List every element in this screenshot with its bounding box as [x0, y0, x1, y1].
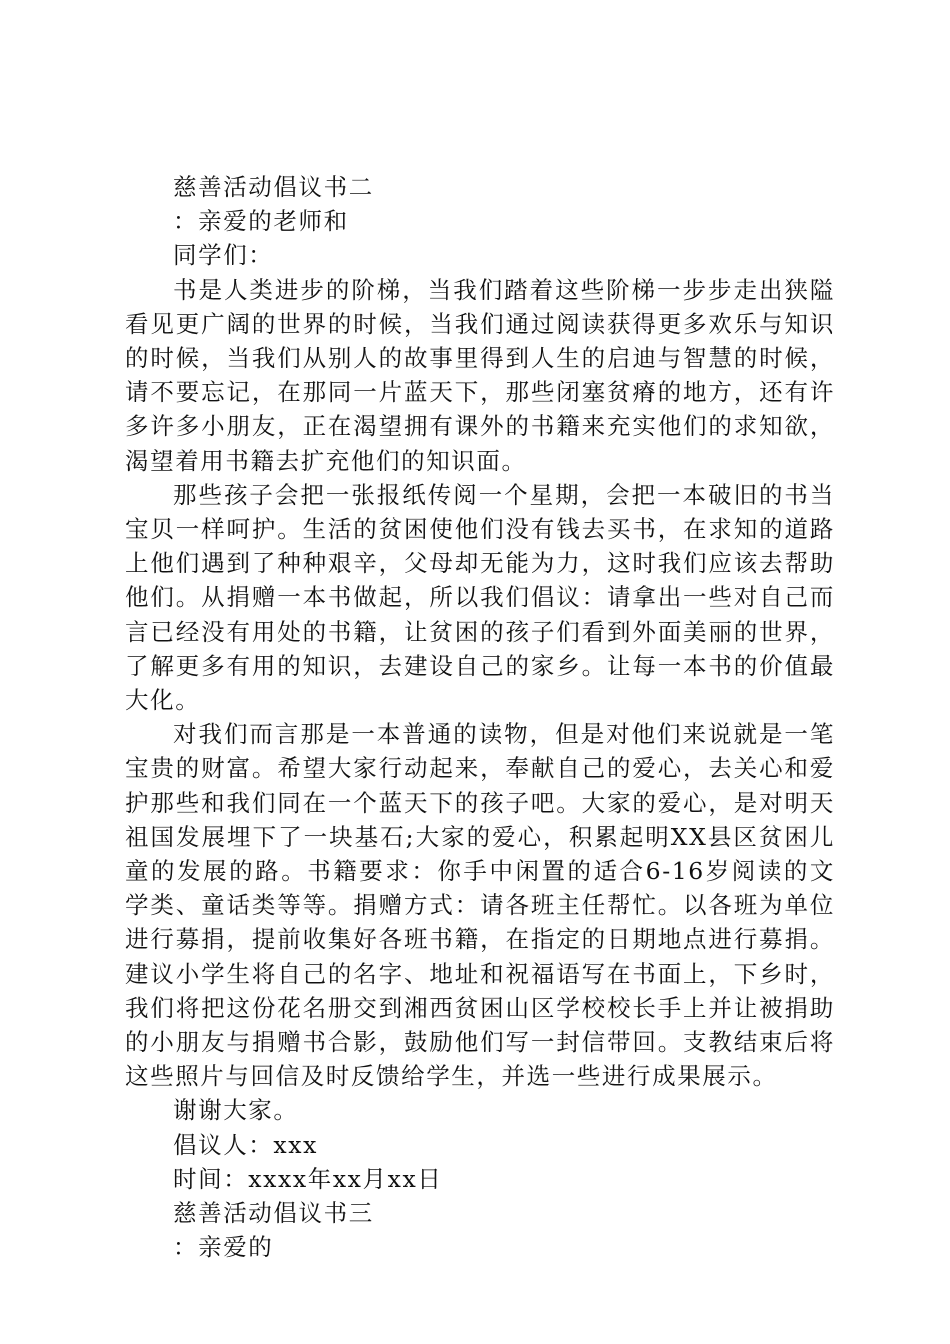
next-salutation: ：亲爱的	[173, 1233, 274, 1262]
paragraph-1: 书是人类进步的阶梯，当我们踏着这些阶梯一步步走出狭隘看见更广阔的世界的时候，当我们通过阅读获得更多欢乐与知识的时候，当我们从别人的故事里得到人生的启迪与智慧的时候，请不要忘记，在那同一片蓝天下，那些闭塞贫瘠的地方，还有许多许多小朋友，正在渴望拥有课外的书籍来充实他们的求知欲，渴望着用书籍去扩充他们的知识面。	[125, 275, 835, 475]
section-title: 慈善活动倡议书二	[173, 173, 374, 201]
date-line: 时间：xxxx年xx月xx日	[173, 1164, 443, 1193]
salutation-line-2: 同学们：	[173, 241, 274, 270]
salutation-line-1: ：亲爱的老师和	[173, 207, 349, 236]
document-body	[125, 170, 835, 1265]
thanks-line: 谢谢大家。	[173, 1096, 299, 1125]
proposer-line: 倡议人：xxx	[173, 1130, 318, 1159]
paragraph-2: 那些孩子会把一张报纸传阅一个星期，会把一本破旧的书当宝贝一样呵护。生活的贫困使他们没有钱去买书，在求知的道路上他们遇到了种种艰辛，父母却无能为力，这时我们应该去帮助他们。从捐赠一本书做起，所以我们倡议：请拿出一些对自己而言已经没有用处的书籍，让贫困的孩子们看到外面美丽的世界，了解更多有用的知识，去建设自己的家乡。让每一本书的价值最大化。	[125, 480, 835, 715]
paragraph-3: 对我们而言那是一本普通的读物，但是对他们来说就是一笔宝贵的财富。希望大家行动起来，奉献自己的爱心，去关心和爱护那些和我们同在一个蓝天下的孩子吧。大家的爱心，是对明天祖国发展埋下了一块基石;大家的爱心，积累起明XX县区贫困儿童的发展的路。书籍要求：你手中闲置的适合6-16岁阅读的文学类、童话类等等。捐赠方式：请各班主任帮忙。以各班为单位进行募捐，提前收集好各班书籍，在指定的日期地点进行募捐。建议小学生将自己的名字、地址和祝福语写在书面上，下乡时，我们将把这份花名册交到湘西贫困山区学校校长手上并让被捐助的小朋友与捐赠书合影，鼓励他们写一封信带回。支教结束后将这些照片与回信及时反馈给学生，并选一些进行成果展示。	[125, 720, 835, 1091]
next-section-title: 慈善活动倡议书三	[173, 1199, 374, 1228]
